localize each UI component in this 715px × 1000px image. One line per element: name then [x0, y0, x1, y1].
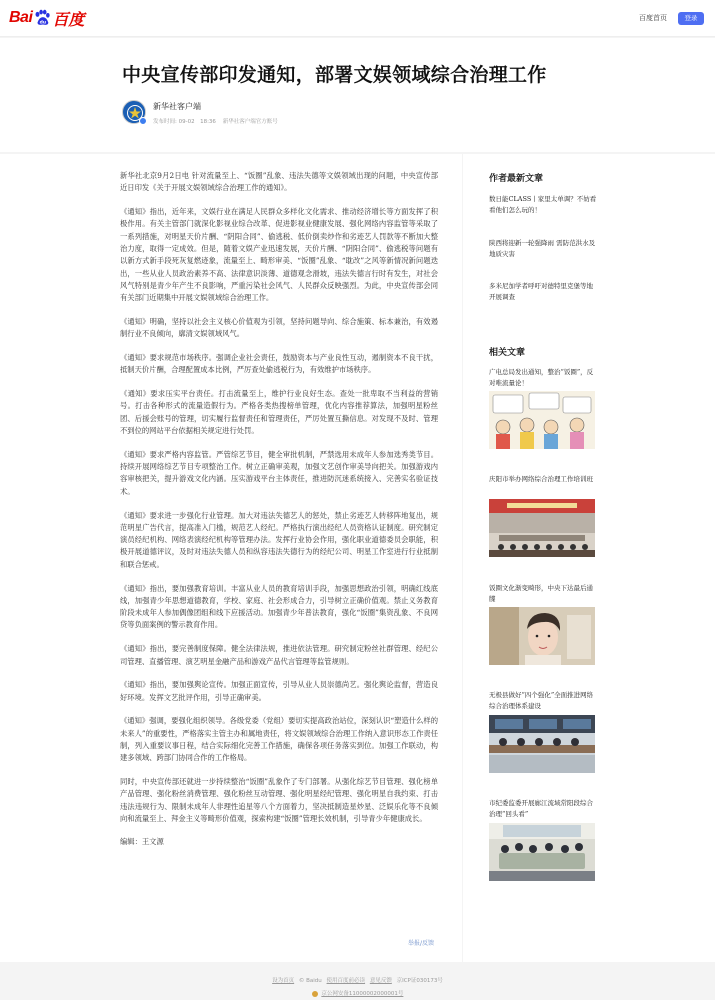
- article-paragraph: 《通知》要求规范市场秩序。强调企业社会责任，鼓励资本与产业良性互动，遏制资本不良干扰，抵制天价片酬，合理配置成本比例，严厉查处偷逃税行为，有效维护市场秩序。: [120, 353, 438, 375]
- related-article-link[interactable]: 庆阳市举办网络综合治理工作培训班: [489, 475, 593, 483]
- article-body: [0, 154, 462, 962]
- article-paragraphs: [120, 170, 438, 847]
- related-articles-heading: 相关文章: [489, 348, 526, 358]
- police-badge-icon: [312, 991, 318, 997]
- related-article-link[interactable]: 无极县做好“四个强化”全面推进网络综合治理体系建设: [489, 691, 594, 710]
- top-bar: [0, 0, 715, 37]
- article-paragraph: 新华社北京9月2日电 针对流量至上、“饭圈”乱象、违法失德等文娱领域出现的问题，中央宣传部近日印发《关于开展文娱领域综合治理工作的通知》。: [120, 171, 438, 193]
- related-article-thumbnail[interactable]: [489, 499, 595, 557]
- article-meta: [153, 117, 283, 125]
- login-button[interactable]: 登录: [678, 12, 704, 25]
- article-paragraph: 同时，中央宣传部还就进一步持续整治“饭圈”乱象作了专门部署。从强化综艺节目管理、强化榜单产品管理、强化粉丝消费管理、强化粉丝互动管理、强化明星经纪管理、强化明星自我约束、打击违法违规行为、限制未成年人非理性追星等八个方面着力，坚决抵制造星炒星、泛娱乐化等不良倾向和流量至上、拜金主义等畸形价值观，探索构建“饭圈”管理长效机制，引导青少年健康成长。: [120, 777, 438, 823]
- police-record-link[interactable]: 京公网安备11000002000001号: [321, 991, 404, 997]
- latest-article-link[interactable]: 数日能CLASS丨家里太单调？不妨看看他们怎么玩的！: [489, 195, 597, 214]
- footer-links: [0, 976, 715, 984]
- article-paragraph: 《通知》要求压实平台责任。打击流量至上，维护行业良好生态。查处一批卑取不当利益的营销号。打击各种形式的流量造假行为。严格各类热搜榜单管理，优化内容推荐算法，加强明星粉丝团、后援会账号的管理，切实履行监督责任和管理责任，严厉处置互撕信息。对发现不及时、管理不到位的网站平台依据相关规定进行处罚。: [120, 389, 438, 436]
- sidebar: [463, 154, 715, 962]
- author-name[interactable]: 新华社客户端: [153, 102, 201, 111]
- article-header: [0, 38, 715, 152]
- article-paragraph: 《通知》指出，要完善制度保障。健全法律法规，推进依法管理。研究制定粉丝社群管理、经纪公司管理、直播管理、演艺明星金融产品和游戏产品代言管理等监管规则。: [120, 644, 438, 666]
- related-article-link[interactable]: 饭圈文化渐变畸形，中央下达最后通牒: [489, 584, 593, 603]
- article-paragraph: 《通知》指出，要加强教育培训。丰富从业人员的教育培训手段，加强思想政治引领，明确红线底线，加强青少年思想道德教育，学校、家庭、社会形成合力，引导树立正确价值观。禁止义务教育阶段未成年人参加偶像团组和线下应援活动。加强青少年普法教育，强化“饭圈”集资乱象、不良网贷等负面案例的警示教育作用。: [120, 583, 438, 630]
- baidu-logo[interactable]: [9, 8, 84, 28]
- related-article-thumbnail[interactable]: [489, 391, 595, 449]
- latest-article-link[interactable]: 陕西将迎新一轮强降雨 需防范洪水及地质灾害: [489, 239, 596, 258]
- source-note: 新华社客户端官方账号: [222, 119, 278, 125]
- article-paragraph: 《通知》明确，坚持以社会主义核心价值观为引领，坚持问题导向、综合施策、标本兼治，有效遏制行业不良倾向，廓清文娱领域风气。: [120, 316, 438, 339]
- related-article-thumbnail[interactable]: [489, 823, 595, 881]
- latest-articles-heading: 作者最新文章: [489, 174, 544, 184]
- footer-link[interactable]: 意见反馈: [369, 978, 392, 984]
- logo-text-du: 百度: [52, 11, 85, 29]
- article-paragraph: 《通知》指出，近年来，文娱行业在满足人民群众多样化文化需求、推动经济增长等方面发挥了积极作用。有关主管部门就深化影视业综合改革、促进影视业健康发展、强化网络内容监管等采取了一系列措施，对明星天价片酬、“阴阳合同”、偷逃税、低价倒卖炒作和劣迹艺人罚款等不断加大整治力度，取得一定成效。但是，随着文娱产业迅速发展，天价片酬、“阴阳合同”、偷逃税等问题有以新方式新手段死灰复燃迹象，流量至上、畸形审美、“饭圈”乱象、“耽改”之风等新情况新问题迭出，一些从业人员政治素养不高、法律意识淡薄、道德观念滑坡，违法失德言行时有发生，对社会风气特别是青少年产生不良影响，严重污染社会风气、人民群众反映强烈。为此，中央宣传部会同有关部门近期集中开展文娱领域综合治理工作。: [120, 207, 438, 303]
- article-paragraph: 《通知》要求进一步强化行业管理。加大对违法失德艺人的惩处，禁止劣迹艺人转移阵地复出，规范明星广告代言，提高准入门槛，规范艺人经纪。严格执行演出经纪人员资格认证制度。研究制定演员经纪机构、网络表演经纪机构等管理办法。发挥行业协会作用，强化职业道德委员会职能，积极开展道德评议，及时对违法失德人员和纵容违法失德行为的经纪公司、明星工作室进行行业抵制和联合惩戒。: [120, 510, 438, 569]
- article-paragraph: 《通知》指出，要加强舆论宣传。加强正面宣传，引导从业人员崇德尚艺。强化舆论监督，营造良好环境。发挥文艺批评作用，引导正确审美。: [120, 680, 438, 702]
- page-title: 中央宣传部印发通知，部署文娱领域综合治理工作: [122, 64, 547, 86]
- latest-article-link[interactable]: 多米尼加学者呼吁对德特里克堡等地开展调查: [489, 282, 593, 301]
- footer-link[interactable]: 设为首页: [272, 978, 295, 984]
- footer-link[interactable]: 使用百度前必读: [326, 978, 366, 984]
- related-article-link[interactable]: 广电总局发出通知，整治“饭圈”，反对唯流量论！: [489, 368, 594, 387]
- related-article-link[interactable]: 市纪委监委开展廊江流域常阳段综合治理“回头看”: [489, 799, 593, 818]
- footer-icp[interactable]: 京ICP证030173号: [396, 978, 443, 984]
- related-article-thumbnail[interactable]: [489, 715, 595, 773]
- footer-police: [0, 989, 715, 997]
- related-article-thumbnail[interactable]: [489, 607, 595, 665]
- article-paragraph: 《通知》要求严格内容监管。严管综艺节目，健全审批机制，严禁选用未成年人参加选秀类节目。持续开展网络综艺节目专项整治工作。树立正确审美观，加强文艺创作审美导向把关。加强游戏内容审核把关，提升游戏文化内涵。压实游戏平台主体责任，推进防沉迷系统接入、完善实名验证技术。: [120, 449, 438, 496]
- verified-badge-icon: [139, 117, 147, 125]
- baidu-home-link[interactable]: 百度首页: [639, 14, 667, 22]
- footer-copyright: © Baidu: [298, 978, 322, 984]
- editor-credit: 编辑：王文源: [120, 836, 164, 846]
- article-paragraph: 《通知》强调，要强化组织领导。各级党委（党组）要切实提高政治站位，深刻认识“塑造什么样的未来人”的重要性，严格落实主管主办和属地责任，将文娱领域综合治理工作纳入意识形态工作责任制，列入重要议事日程，结合实际细化完善工作措施，确保各项任务落实到位。加强工作联动，构建多领域、跨部门协同合作的工作格局。: [120, 716, 438, 763]
- footer: [0, 962, 715, 1000]
- paw-icon: [33, 9, 51, 27]
- svg-text:du: du: [40, 20, 47, 26]
- report-link[interactable]: 举报/反馈: [408, 940, 435, 947]
- logo-text-bai: Bai: [9, 9, 33, 26]
- publish-time: 发布时间: 09-02 18:36: [153, 119, 216, 125]
